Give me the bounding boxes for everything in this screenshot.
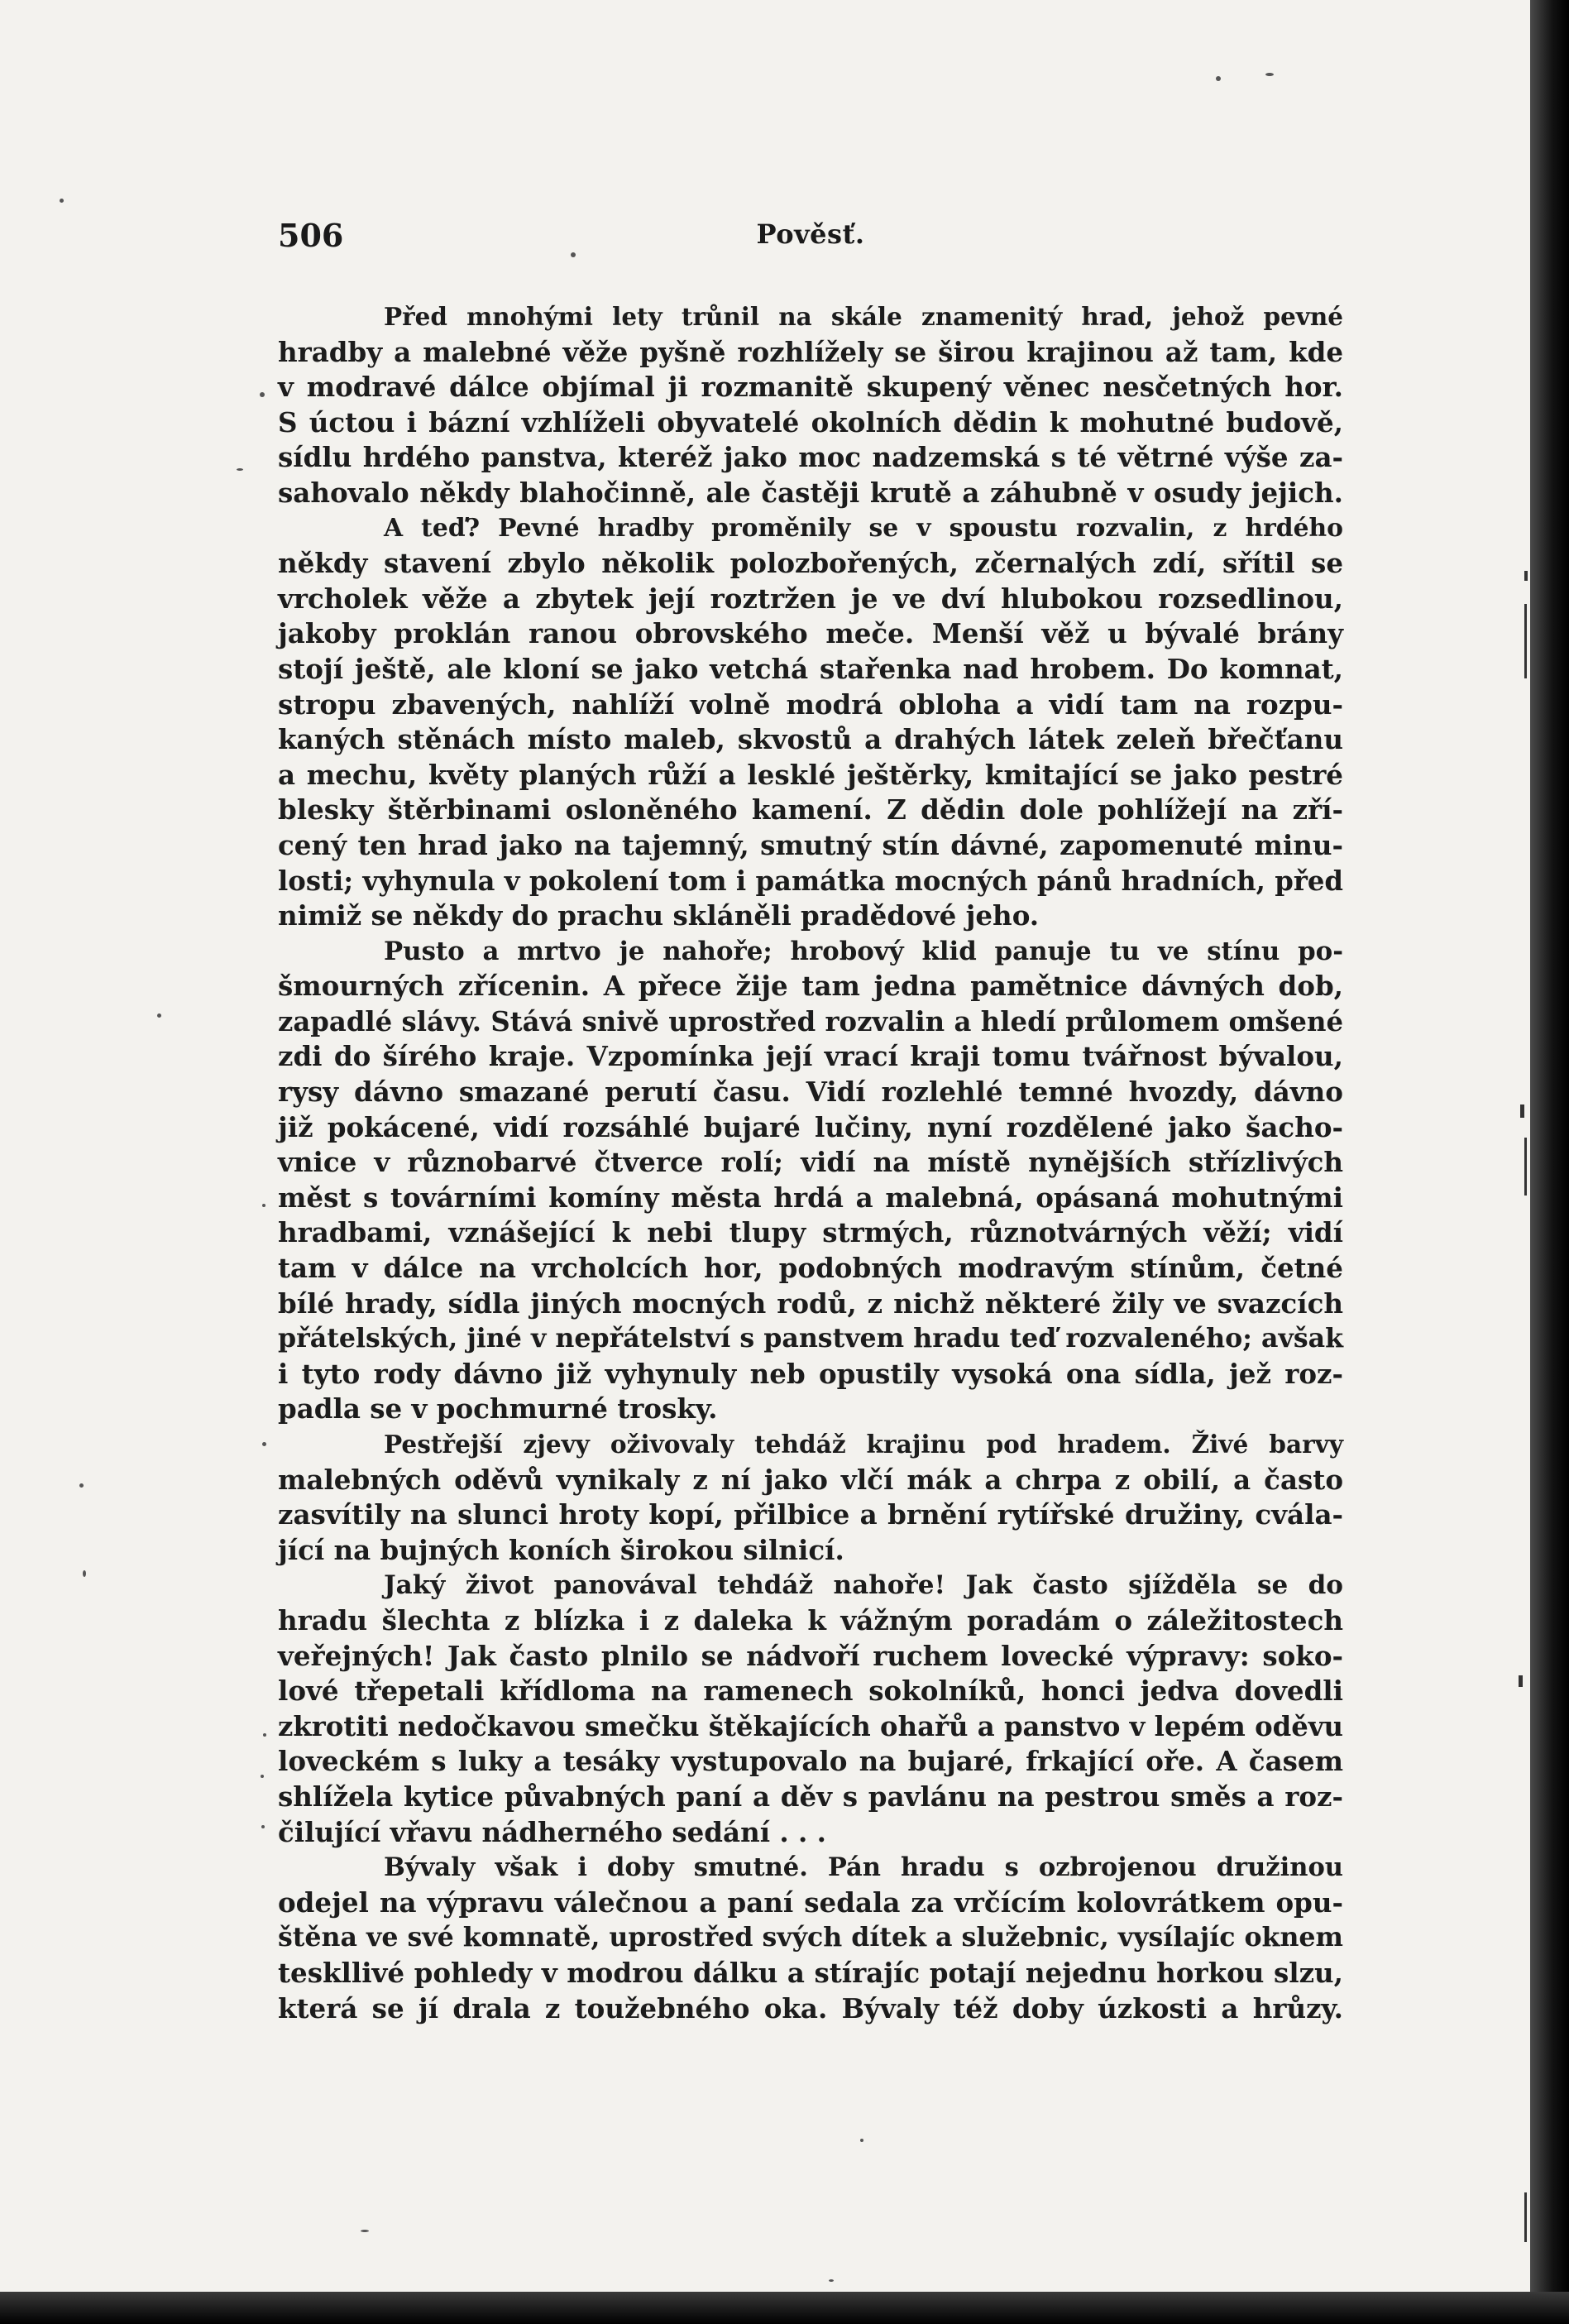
scan-border-right	[1530, 0, 1569, 2324]
text-line: hradbami, vznášející k nebi tlupy strmých, různotvárných věží; vidí	[278, 1216, 1343, 1249]
text-line: malebných oděvů vynikaly z ní jako vlčí mák a chrpa z obilí, a často	[278, 1463, 1343, 1496]
text-line: loveckém s luky a tesáky vystupovalo na bujaré, frkající oře. A časem	[278, 1745, 1343, 1778]
paragraph-2	[278, 511, 1343, 934]
scan-speck	[262, 1204, 265, 1207]
text-line: teskllivé pohledy v modrou dálku a stírajíc potají nejednu horkou slzu,	[278, 1956, 1343, 1989]
text-line: a mechu, květy planých růží a lesklé ještěrky, kmitající se jako pestré	[278, 758, 1343, 791]
text-line: přátelských, jiné v nepřátelství s panstvem hradu teď rozvaleného; avšak	[278, 1323, 1343, 1354]
text-line: v modravé dálce objímal ji rozmanitě skupený věnec nesčetných hor.	[278, 371, 1343, 404]
scan-speck	[157, 1013, 161, 1018]
text-line: bílé hrady, sídla jiných mocných rodů, z nichž některé žily ve svazcích	[278, 1287, 1343, 1320]
paragraph-5	[278, 1568, 1343, 1850]
text-line: padla se v pochmurné trosky.	[278, 1392, 718, 1426]
scan-border-bottom	[0, 2292, 1569, 2324]
text-line: Před mnohými lety trůnil na skále znamenitý hrad, jehož pevné	[384, 302, 1343, 331]
text-line: tam v dálce na vrcholcích hor, podobných modravým stínům, četné	[278, 1252, 1343, 1285]
text-line: zapadlé slávy. Stává snivě uprostřed rozvalin a hledí průlomem omšené	[278, 1005, 1343, 1037]
text-line: Bývaly však i doby smutné. Pán hradu s ozbrojenou družinou	[384, 1852, 1343, 1883]
scan-speck	[261, 1775, 264, 1778]
text-line: blesky štěrbinami osloněného kamení. Z dědin dole pohlížejí na zří-	[278, 793, 1343, 827]
scan-speck	[1216, 76, 1221, 81]
text-line: jakoby proklán ranou obrovského meče. Menší věž u bývalé brány	[278, 617, 1343, 650]
text-line: sídlu hrdého panstva, kteréž jako moc nadzemská s té větrné výše za-	[278, 441, 1343, 474]
paragraph-6	[278, 1850, 1343, 2026]
text-line: A teď? Pevné hradby proměnily se v spoustu rozvalin, z hrdého	[384, 513, 1343, 543]
text-line: vrcholek věže a zbytek její roztržen je ve dví hlubokou rozsedlinou,	[278, 582, 1343, 615]
scan-speck	[860, 2139, 863, 2142]
paragraph-4	[278, 1427, 1343, 1568]
text-line: hradu šlechta z blízka i z daleka k vážným poradám o záležitostech	[278, 1603, 1343, 1636]
scan-speck	[83, 1570, 86, 1577]
text-line: i tyto rody dávno již vyhynuly neb opustily vysoká ona sídla, jež roz-	[278, 1357, 1343, 1390]
text-line: vnice v různobarvé čtverce rolí; vidí na místě nynějších střízlivých	[278, 1146, 1343, 1179]
margin-mark	[1524, 571, 1528, 581]
text-line: čilující vřavu nádherného sedání . . .	[278, 1815, 826, 1848]
scan-speck	[260, 392, 265, 397]
text-line: stropu zbavených, nahlíží volně modrá obloha a vidí tam na rozpu-	[278, 688, 1343, 721]
text-line: Jaký život panovával tehdáž nahoře! Jak často sjížděla se do	[384, 1570, 1343, 1601]
margin-mark	[1524, 2192, 1527, 2242]
text-line: losti; vyhynula v pokolení tom i památka mocných pánů hradních, před	[278, 865, 1343, 897]
text-line: která se jí drala z toužebného oka. Bývaly též doby úzkosti a hrůzy.	[278, 1991, 1343, 2025]
text-line: S úctou i bázní vzhlíželi obyvatelé okolních dědin k mohutné budově,	[278, 405, 1343, 438]
scan-speck	[571, 252, 576, 257]
text-line: rysy dávno smazané perutí času. Vidí rozlehlé temné hvozdy, dávno	[278, 1076, 1343, 1109]
text-line: zasvítily na slunci hroty kopí, přilbice a brnění rytířské družiny, cvála-	[278, 1498, 1343, 1531]
margin-mark	[1520, 1104, 1524, 1118]
text-line: již pokácené, vidí rozsáhlé bujaré lučiny, nyní rozdělené jako šacho-	[278, 1110, 1343, 1143]
text-line: cený ten hrad jako na tajemný, smutný stín dávné, zapomenuté minu-	[278, 828, 1343, 861]
scan-speck	[79, 1483, 84, 1488]
running-title: Pověsť.	[756, 218, 865, 250]
text-line: Pusto a mrtvo je nahoře; hrobový klid panuje tu ve stínu po-	[384, 936, 1343, 966]
scan-speck	[829, 2279, 834, 2282]
scan-speck	[263, 1733, 266, 1737]
text-line: shlížela kytice půvabných paní a děv s pavlánu na pestrou směs a roz-	[278, 1780, 1343, 1813]
text-line: měst s továrními komíny města hrdá a malebná, opásaná mohutnými	[278, 1181, 1343, 1214]
text-line: odejel na výpravu válečnou a paní sedala za vrčícím kolovrátkem opu-	[278, 1886, 1343, 1919]
text-line: nimiž se někdy do prachu skláněli pradědové jeho.	[278, 899, 1040, 932]
text-line: šmourných zřícenin. A přece žije tam jedna pamětnice dávných dob,	[278, 970, 1343, 1003]
text-line: sahovalo někdy blahočinně, ale častěji krutě a záhubně v osudy jejich.	[278, 476, 1343, 509]
scan-speck	[237, 468, 243, 471]
page-header	[278, 217, 1343, 266]
text-line: stojí ještě, ale kloní se jako vetchá stařenka nad hrobem. Do komnat,	[278, 652, 1343, 685]
text-line: štěna ve své komnatě, uprostřed svých dítek a služebnic, vysílajíc oknem	[278, 1922, 1343, 1953]
text-line: hradby a malebné věže pyšně rozhlížely se širou krajinou až tam, kde	[278, 335, 1343, 368]
margin-mark	[1524, 604, 1527, 678]
margin-mark	[1524, 1138, 1527, 1196]
margin-mark	[1519, 1675, 1523, 1687]
text-line: zkrotiti nedočkavou smečku štěkajících ohařů a panstvo v lepém oděvu	[278, 1710, 1343, 1742]
body-text	[278, 299, 1343, 2026]
paragraph-1	[278, 299, 1343, 511]
text-line: jící na bujných koních širokou silnicí.	[278, 1533, 844, 1566]
paragraph-3	[278, 934, 1343, 1427]
text-line: Pestřejší zjevy oživovaly tehdáž krajinu pod hradem. Živé barvy	[384, 1430, 1343, 1459]
text-line: lové třepetali křídloma na ramenech sokolníků, honci jedva dovedli	[278, 1675, 1343, 1708]
text-line: zdi do šírého kraje. Vzpomínka její vrací kraji tomu tvářnost bývalou,	[278, 1040, 1343, 1073]
text-line: někdy stavení zbylo několik polozbořených, zčernalých zdí, sřítil se	[278, 547, 1343, 580]
scan-speck	[60, 199, 64, 203]
page-number: 506	[278, 217, 344, 254]
scan-speck	[1265, 73, 1274, 76]
scan-speck	[361, 2230, 369, 2232]
text-line: veřejných! Jak často plnilo se nádvoří ruchem lovecké výpravy: soko-	[278, 1639, 1343, 1672]
scan-speck	[261, 1825, 265, 1828]
text-line: kaných stěnách místo maleb, skvostů a drahých látek zeleň břečťanu	[278, 723, 1343, 756]
scan-speck	[262, 1442, 266, 1446]
